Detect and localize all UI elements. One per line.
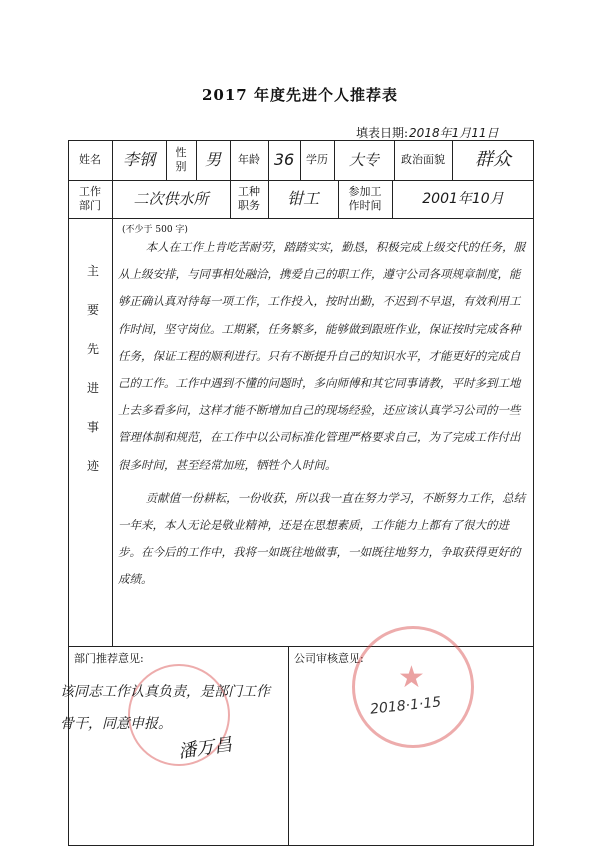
dept-signature: 潘万昌 <box>177 734 234 763</box>
fill-date-value: 2018年1月11日 <box>409 126 499 140</box>
deeds-paragraph: 贡献值一份耕耘，一份收获，所以我一直在努力学习，不断努力工作，总结一年来，本人无论是敬业精神，还是在思想素质，工作能力上都有了很大的进步。在今后的工作中，我将一如既往地做事，一如既往地努力，争取获得更好的成绩。 <box>118 490 526 587</box>
deeds-label-char: 进 <box>86 381 99 395</box>
word-limit-note: (不少于 500 字) <box>122 225 188 235</box>
fill-date <box>356 124 499 141</box>
age-label: 年龄 <box>238 153 260 166</box>
company-review-date: 2018·1·15 <box>369 694 442 718</box>
deeds-label-char: 要 <box>86 303 99 317</box>
fill-date-label: 填表日期: <box>356 126 409 140</box>
deeds-label-char: 先 <box>86 342 99 356</box>
deeds-text <box>118 234 526 594</box>
political-label: 政治面貌 <box>401 153 445 166</box>
job-label: 工种 职务 <box>238 185 260 212</box>
form-title: 2017 年度先进个人推荐表 <box>202 86 398 104</box>
join-label: 参加工 作时间 <box>348 185 382 212</box>
dept-label: 工作 部门 <box>79 185 101 212</box>
age-value: 36 <box>273 150 295 169</box>
deeds-label-char: 事 <box>86 420 99 434</box>
education-value: 大专 <box>348 151 379 169</box>
job-value: 钳工 <box>286 189 319 208</box>
dept-recommend-label: 部门推荐意见: <box>74 652 144 665</box>
deeds-label-char: 主 <box>86 264 99 278</box>
deeds-label-char: 迹 <box>86 459 99 473</box>
gender-label: 性 别 <box>175 146 187 173</box>
name-label: 姓名 <box>79 153 101 166</box>
dept-value: 二次供水所 <box>133 190 209 208</box>
deeds-paragraph: 本人在工作上肯吃苦耐劳，踏踏实实，勤恳，积极完成上级交代的任务，服从上级安排，与同事相处融洽，携爱自己的职工作，遵守公司各项规章制度，能够正确认真对待每一项工作，工作投入，按时出勤，不迟到不早退，有效利用工作时间，坚守岗位。工期紧，任务繁多，能够做到跟班作业，保证按时完成各种任务，保证工程的顺利进行。只有不断提升自己的知识水平，才能更好的完成自己的工作。工作中遇到不懂的问题时，多向师傅和其它同事请教，平时多到工地上去多看多问，这样才能不断增加自己的现场经验，还应该认真学习公司的一些管理体制和规范，在工作中以公司标准化管理严格要求自己，为了完成工作付出很多时间，甚至经常加班，牺牲个人时间。 <box>118 240 526 472</box>
join-value: 2001年10月 <box>422 191 504 207</box>
name-value: 李钢 <box>122 150 155 169</box>
stamp-star-icon: ★ <box>398 660 425 695</box>
education-label: 学历 <box>306 153 328 166</box>
company-review-label: 公司审核意见: <box>294 652 364 665</box>
gender-value: 男 <box>204 150 221 169</box>
dept-recommend-text: 该同志工作认真负责，是部门工作骨干，同意申报。 <box>60 684 270 732</box>
deeds-label <box>78 262 108 474</box>
political-value: 群众 <box>475 149 511 170</box>
